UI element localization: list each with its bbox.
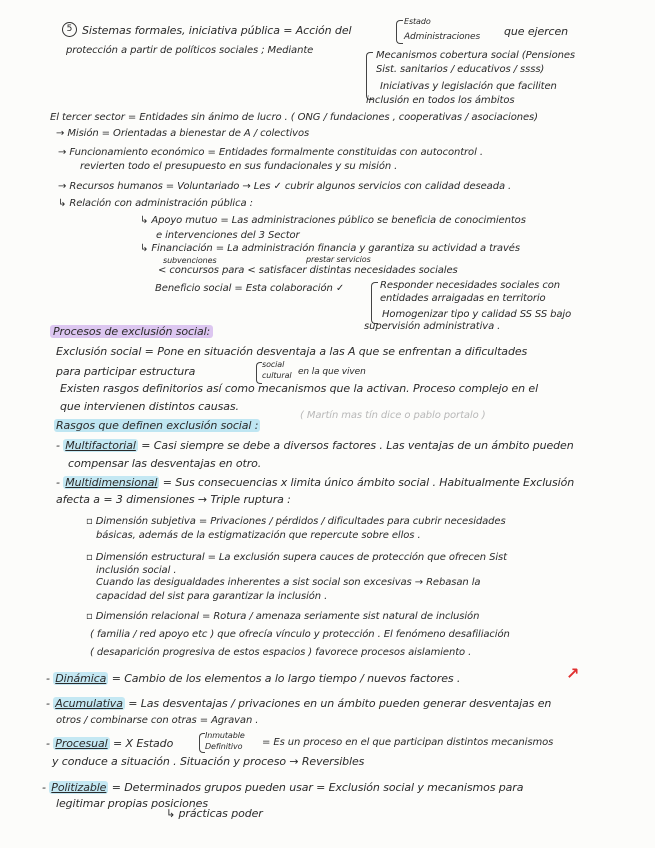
procesual-text-b: = Es un proceso en el que participan distintos mecanismos — [262, 737, 554, 748]
financiacion-2: < concursos para < satisfacer distintas necesidades sociales — [158, 265, 458, 276]
dimension-subjetiva-2: básicas, además de la estigmatización que repercute sobre ellos . — [96, 530, 421, 541]
multifactorial-label: Multifactorial — [65, 439, 136, 452]
funcionamiento-2: revierten todo el presupuesto en sus fundacionales y su misión . — [80, 161, 398, 172]
multifactorial-line2: compensar las desventajas en otro. — [68, 457, 262, 470]
dimension-estructural-3: Cuando las desigualdades inherentes a sist social son excesivas → Rebasan la — [96, 577, 481, 588]
dimension-subjetiva-1: ▫ Dimensión subjetiva = Privaciones / pérdidos / dificultades para cubrir necesidades — [86, 516, 506, 527]
financiacion-sub1: subvenciones — [163, 256, 217, 265]
funcionamiento-1: → Funcionamiento económico = Entidades formalmente constituidas con autocontrol . — [58, 147, 483, 158]
block1-item1: Mecanismos cobertura social (Pensiones — [376, 50, 576, 61]
dimension-estructural-4: capacidad del sist para garantizar la inclusión . — [96, 591, 328, 602]
procesos-heading: Procesos de exclusión social: — [50, 326, 213, 337]
politizable-line3: ↳ prácticas poder — [166, 807, 263, 820]
multifactorial-line: - Multifactorial = Casi siempre se debe a diversos factores . Las ventajas de un ámbito pueden — [56, 439, 574, 452]
relacion: ↳ Relación con administración pública : — [58, 198, 253, 209]
block1-item2b: inclusión en todos los ámbitos — [366, 95, 515, 106]
bracket — [371, 282, 378, 324]
financiacion-1: ↳ Financiación = La administración financia y garantiza su actividad a través — [140, 243, 520, 254]
dimension-estructural-2: inclusión social . — [96, 565, 177, 576]
definicion-social: social — [262, 360, 285, 369]
section-number: 5 — [62, 22, 77, 37]
dinamica-label: Dinámica — [55, 672, 107, 685]
multidimensional-line2: afecta a = 3 dimensiones → Triple ruptura : — [56, 493, 291, 506]
procesual-line: - Procesual = X Estado — [46, 737, 174, 750]
definicion-cultural: cultural — [262, 371, 292, 380]
dimension-relacional-3: ( desaparición progresiva de estos espacios ) favorece procesos aislamiento . — [90, 647, 472, 658]
bracket — [396, 20, 403, 44]
bracket — [366, 52, 373, 100]
block1-line1: Sistemas formales, iniciativa pública = Acción del — [82, 24, 352, 37]
beneficio-social: Beneficio social = Esta colaboración ✓ — [155, 283, 345, 294]
procesual-definitivo: Definitivo — [205, 742, 243, 751]
check-mark-icon: ↗ — [566, 664, 580, 683]
beneficio-r2: entidades arraigadas en territorio — [380, 293, 546, 304]
stack-bottom: Administraciones — [404, 32, 481, 42]
acumulativa-line2: otros / combinarse con otras = Agravan . — [56, 715, 259, 726]
definicion-1: Exclusión social = Pone en situación desventaja a las A que se enfrentan a dificultades — [56, 345, 528, 358]
block1-item2: Iniciativas y legislación que faciliten — [380, 81, 557, 92]
beneficio-r4: supervisión administrativa . — [364, 321, 501, 332]
politizable-line2: legitimar propias posiciones — [56, 797, 208, 810]
definicion-2a: para participar estructura — [56, 365, 196, 378]
beneficio-r3: Homogenizar tipo y calidad SS SS bajo — [382, 309, 572, 320]
procesual-label: Procesual — [55, 737, 108, 750]
dimension-relacional-1: ▫ Dimensión relacional = Rotura / amenaza seriamente sist natural de inclusión — [86, 611, 480, 622]
block1-tail: que ejercen — [504, 25, 569, 38]
apoyo-2: e intervenciones del 3 Sector — [156, 230, 300, 241]
acumulativa-label: Acumulativa — [55, 697, 123, 710]
procesual-line2: y conduce a situación . Situación y proceso → Reversibles — [52, 755, 365, 768]
multidimensional-label: Multidimensional — [65, 476, 158, 489]
rasgos-authors: ( Martín mas tín dice o pablo portalo ) — [300, 410, 486, 421]
politizable-label: Politizable — [51, 781, 107, 794]
definicion-3: Existen rasgos definitorios así como mecanismos que la activan. Proceso complejo en el — [60, 382, 539, 395]
dinamica-line: - Dinámica = Cambio de los elementos a lo largo tiempo / nuevos factores . — [46, 672, 461, 685]
dimension-relacional-2: ( familia / red apoyo etc ) que ofrecía vínculo y protección . El fenómeno desafiliación — [90, 629, 510, 640]
recursos-humanos: → Recursos humanos = Voluntariado → Les ✓ cubrir algunos servicios con calidad deseada . — [58, 181, 512, 192]
rasgos-heading: Rasgos que definen exclusión social : — [56, 419, 259, 432]
financiacion-sub2: prestar servicios — [306, 255, 371, 264]
definicion-2b: en la que viven — [298, 367, 366, 377]
procesual-inmutable: Inmutable — [205, 731, 245, 740]
block1-item1b: Sist. sanitarios / educativos / ssss) — [376, 64, 545, 75]
dimension-estructural-1: ▫ Dimensión estructural = La exclusión supera cauces de protección que ofrecen Sist — [86, 552, 507, 563]
politizable-line: - Politizable = Determinados grupos pueden usar = Exclusión social y mecanismos para — [42, 781, 524, 794]
definicion-4: que intervienen distintos causas. — [60, 400, 239, 413]
stack-top: Estado — [404, 17, 431, 26]
beneficio-r1: Responder necesidades sociales con — [380, 280, 561, 291]
acumulativa-line: - Acumulativa = Las desventajas / privaciones en un ámbito pueden generar desventajas en — [46, 697, 552, 710]
mision: → Misión = Orientadas a bienestar de A / colectivos — [56, 128, 310, 139]
multidimensional-line: - Multidimensional = Sus consecuencias x limita único ámbito social . Habitualmente Exclusión — [56, 476, 575, 489]
tercer-sector-title: El tercer sector = Entidades sin ánimo de lucro . ( ONG / fundaciones , cooperativas / asociaciones) — [50, 112, 538, 123]
block1-line2: protección a partir de políticos sociales ; Mediante — [66, 45, 314, 56]
apoyo-1: ↳ Apoyo mutuo = Las administraciones público se beneficia de conocimientos — [140, 215, 526, 226]
